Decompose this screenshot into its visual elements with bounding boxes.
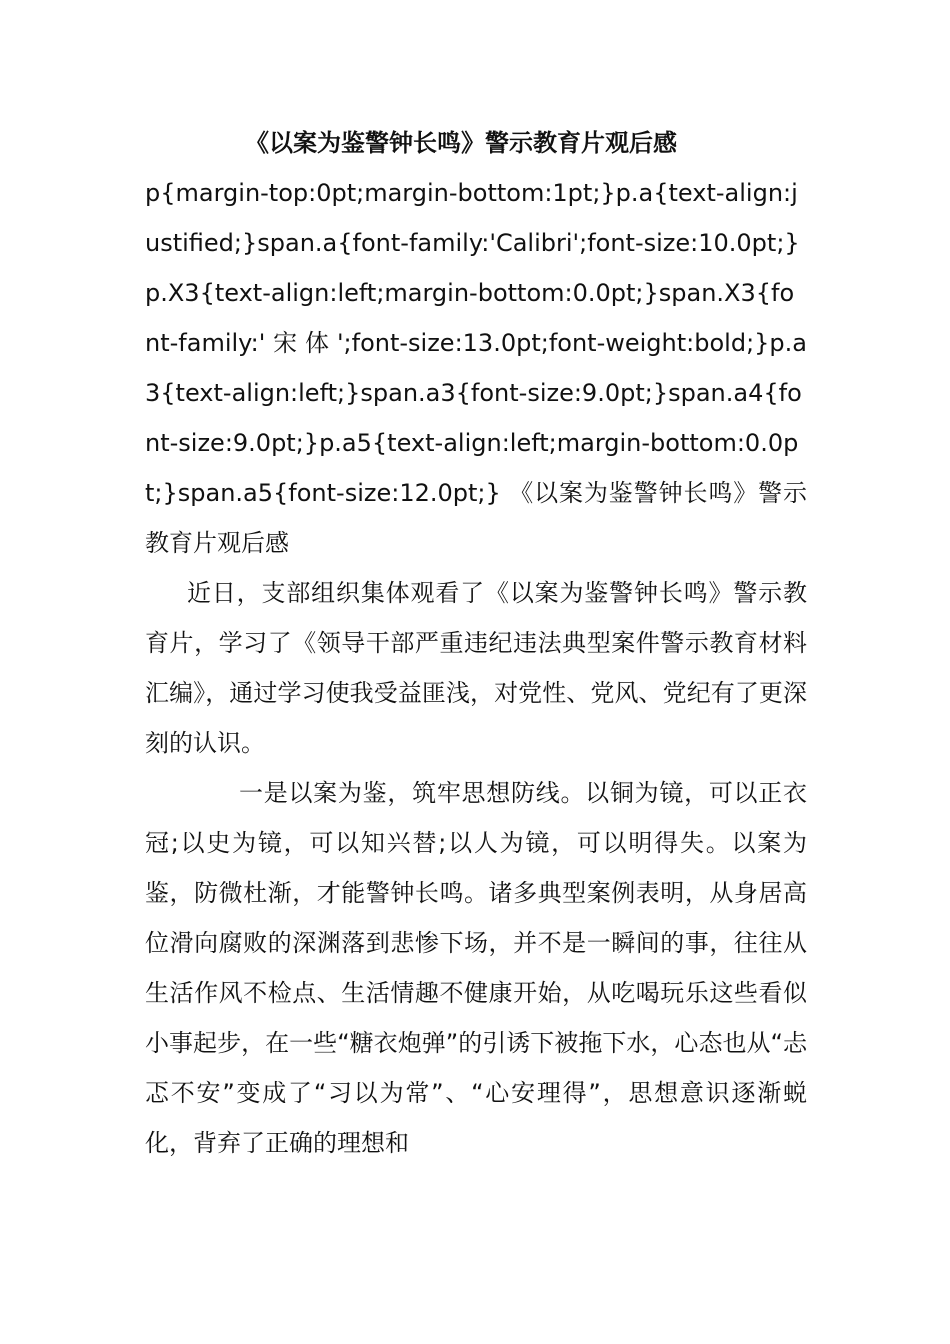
document-page	[145, 118, 807, 1168]
css-text-block: p{margin-top:0pt;margin-bottom:1pt;}p.a{text-align:justified;}span.a{font-family:'Calibri';font-size:10.0pt;}p.X3{text-align:left;margin-bottom:0.0pt;}span.X3{font-family:' 宋 体 ';font-size:13.0pt;font-weight:bold;}p.a3{text-align:left;}span.a3{font-size:9.0pt;}span.a4{font-size:9.0pt;}p.a5{text-align:left;margin-bottom:0.0pt;}span.a5{font-size:12.0pt;} 《以案为鉴警钟长鸣》警示教育片观后感	[145, 179, 807, 557]
paragraph-intro: 近日，支部组织集体观看了《以案为鉴警钟长鸣》警示教育片，学习了《领导干部严重违纪违法典型案件警示教育材料汇编》，通过学习使我受益匪浅，对党性、党风、党纪有了更深刻的认识。	[145, 579, 807, 757]
document-title: 《以案为鉴警钟长鸣》警示教育片观后感	[245, 129, 677, 157]
paragraph-point-one: 一是以案为鉴，筑牢思想防线。以铜为镜，可以正衣冠;以史为镜，可以知兴替;以人为镜，可以明得失。以案为鉴，防微杜渐，才能警钟长鸣。诸多典型案例表明，从身居高位滑向腐败的深渊落到悲惨下场，并不是一瞬间的事，往往从生活作风不检点、生活情趣不健康开始，从吃喝玩乐这些看似小事起步，在一些“糖衣炮弹”的引诱下被拖下水，心态也从“忐忑不安”变成了“习以为常”、“心安理得”，思想意识逐渐蜕化，背弃了正确的理想和	[145, 779, 807, 1157]
